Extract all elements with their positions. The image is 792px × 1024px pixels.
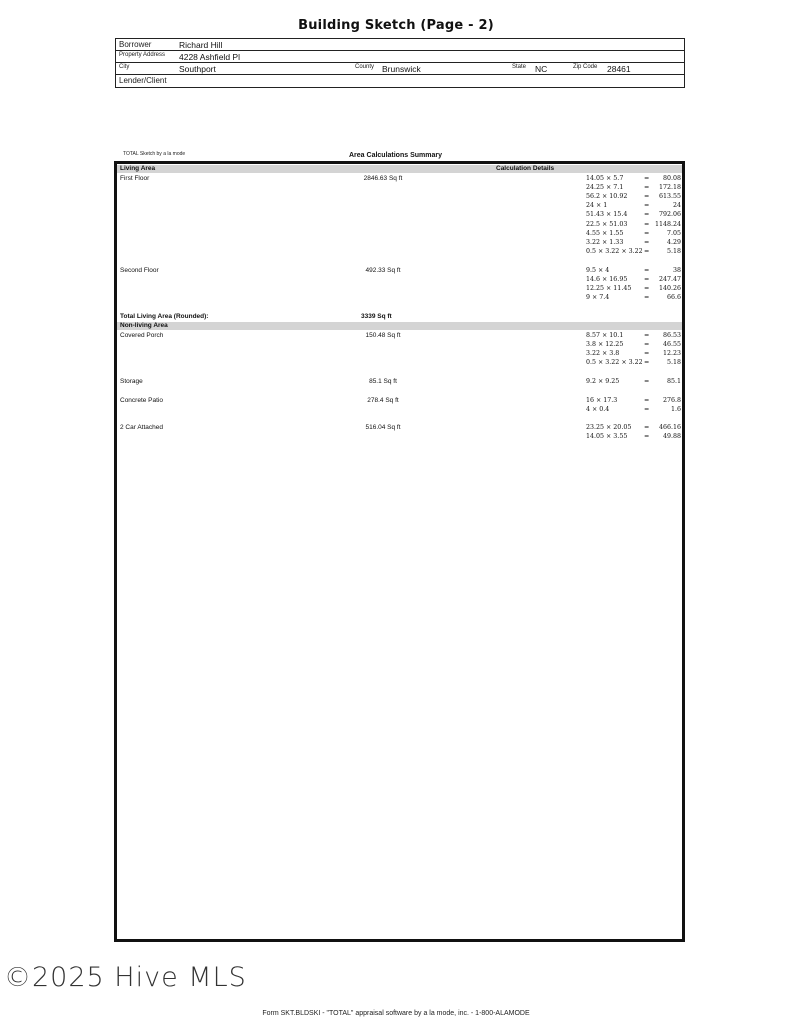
section-name: First Floor — [120, 175, 150, 182]
calc-equals: = — [644, 294, 650, 301]
calc-result: 247.47 — [658, 276, 681, 283]
calc-result: 1.6 — [670, 406, 681, 413]
calc-result: 80.08 — [662, 175, 681, 182]
county-label: County — [355, 64, 375, 70]
calc-result: 46.55 — [662, 341, 681, 348]
calc-equals: = — [644, 424, 650, 431]
summary-title: Area Calculations Summary — [349, 152, 442, 159]
calc-equals: = — [644, 276, 650, 283]
calc-expression: 12.25 × 11.45 — [586, 285, 632, 292]
calc-equals: = — [644, 397, 650, 404]
calc-equals: = — [644, 359, 650, 366]
city-label: City — [119, 64, 130, 70]
non-living-area-header: Non-living Area — [120, 322, 168, 329]
calc-equals: = — [644, 193, 650, 200]
calc-expression: 0.5 × 3.22 × 3.22 — [586, 248, 643, 255]
calc-expression: 24.25 × 7.1 — [586, 184, 624, 191]
calc-equals: = — [644, 332, 650, 339]
footer-text: Form SKT.BLDSKI - "TOTAL" appraisal software by a la mode, inc. - 1-800-ALAMODE — [262, 1010, 530, 1017]
calc-result: 38 — [672, 267, 681, 274]
section-name: 2 Car Attached — [120, 424, 163, 431]
section-name: Storage — [120, 378, 143, 385]
calc-equals: = — [644, 248, 650, 255]
city-value: Southport — [179, 64, 216, 74]
watermark: ©2025 Hive MLS — [4, 962, 247, 993]
calc-equals: = — [644, 230, 650, 237]
calc-equals: = — [644, 341, 650, 348]
county-value: Brunswick — [382, 64, 421, 74]
calc-expression: 0.5 × 3.22 × 3.22 — [586, 359, 643, 366]
section-name: Second Floor — [120, 267, 159, 274]
lender-row — [116, 75, 684, 87]
calc-result: 466.16 — [658, 424, 681, 431]
section-area: 150.48 Sq ft — [365, 332, 401, 339]
calc-expression: 51.43 × 15.4 — [586, 211, 628, 218]
calc-equals: = — [644, 175, 650, 182]
section-area: 492.33 Sq ft — [365, 267, 401, 274]
calc-equals: = — [644, 433, 650, 440]
calc-expression: 56.2 × 10.92 — [586, 193, 628, 200]
borrower-value: Richard Hill — [179, 40, 223, 50]
page-title: Building Sketch (Page - 2) — [298, 18, 494, 33]
calc-result: 5.18 — [666, 248, 681, 255]
address-value: 4228 Ashfield Pl — [179, 52, 240, 62]
non-living-area-band — [117, 322, 682, 330]
calc-result: 86.53 — [662, 332, 681, 339]
borrower-row — [116, 39, 684, 51]
lender-label: Lender/Client — [119, 76, 167, 85]
calc-expression: 14.05 × 5.7 — [586, 175, 624, 182]
calc-result: 792.06 — [658, 211, 681, 218]
calc-expression: 9.2 × 9.25 — [586, 378, 620, 385]
calc-equals: = — [644, 211, 650, 218]
zip-label: Zip Code — [573, 64, 598, 70]
section-area: 516.04 Sq ft — [365, 424, 401, 431]
calc-result: 66.6 — [666, 294, 681, 301]
state-label: State — [512, 64, 527, 70]
calc-result: 49.88 — [662, 433, 681, 440]
calc-expression: 16 × 17.3 — [586, 397, 618, 404]
calc-expression: 3.22 × 3.8 — [586, 350, 620, 357]
living-area-header: Living Area — [120, 165, 156, 172]
calc-expression: 24 × 1 — [586, 202, 608, 209]
calc-result: 85.1 — [666, 378, 681, 385]
address-row — [116, 51, 684, 63]
calc-equals: = — [644, 406, 650, 413]
section-name: Concrete Patio — [120, 397, 163, 404]
calc-result: 4.29 — [666, 239, 681, 246]
calc-expression: 23.25 × 20.05 — [586, 424, 632, 431]
calc-expression: 14.6 × 16.95 — [586, 276, 628, 283]
calc-equals: = — [644, 350, 650, 357]
zip-value: 28461 — [607, 64, 631, 74]
section-area: 278.4 Sq ft — [367, 397, 399, 404]
calc-expression: 4 × 0.4 — [586, 406, 610, 413]
section-area: 2846.63 Sq ft — [363, 175, 403, 182]
calc-expression: 8.57 × 10.1 — [586, 332, 624, 339]
calc-expression: 14.05 × 3.55 — [586, 433, 628, 440]
calc-expression: 4.55 × 1.55 — [586, 230, 624, 237]
calc-result: 5.18 — [666, 359, 681, 366]
header-info-box — [115, 38, 685, 88]
total-living-area-value: 3339 Sq ft — [361, 313, 392, 320]
calc-equals: = — [644, 202, 650, 209]
total-living-area-label: Total Living Area (Rounded): — [120, 313, 209, 320]
section-name: Covered Porch — [120, 332, 164, 339]
calc-expression: 3.8 × 12.25 — [586, 341, 624, 348]
calc-expression: 9 × 7.4 — [586, 294, 610, 301]
calc-equals: = — [644, 221, 650, 228]
calc-result: 276.8 — [662, 397, 681, 404]
calc-result: 172.18 — [658, 184, 681, 191]
calc-result: 140.26 — [658, 285, 681, 292]
calc-equals: = — [644, 239, 650, 246]
living-area-band — [117, 165, 682, 173]
calc-result: 7.05 — [666, 230, 681, 237]
sketch-software-label: TOTAL Sketch by a la mode — [123, 151, 186, 157]
borrower-label: Borrower — [119, 40, 152, 49]
calc-equals: = — [644, 184, 650, 191]
state-value: NC — [535, 64, 548, 74]
calc-expression: 3.22 × 1.33 — [586, 239, 624, 246]
calc-expression: 9.5 × 4 — [586, 267, 610, 274]
calc-equals: = — [644, 267, 650, 274]
calc-result: 1148.24 — [654, 221, 681, 228]
city-row — [116, 63, 684, 75]
calc-result: 613.55 — [658, 193, 681, 200]
calc-result: 12.23 — [662, 350, 681, 357]
calc-expression: 22.5 × 51.03 — [586, 221, 628, 228]
calc-equals: = — [644, 378, 650, 385]
calculation-details-header: Calculation Details — [496, 165, 555, 172]
address-label: Property Address — [119, 52, 166, 58]
calc-result: 24 — [672, 202, 681, 209]
section-area: 85.1 Sq ft — [369, 378, 397, 385]
calc-equals: = — [644, 285, 650, 292]
